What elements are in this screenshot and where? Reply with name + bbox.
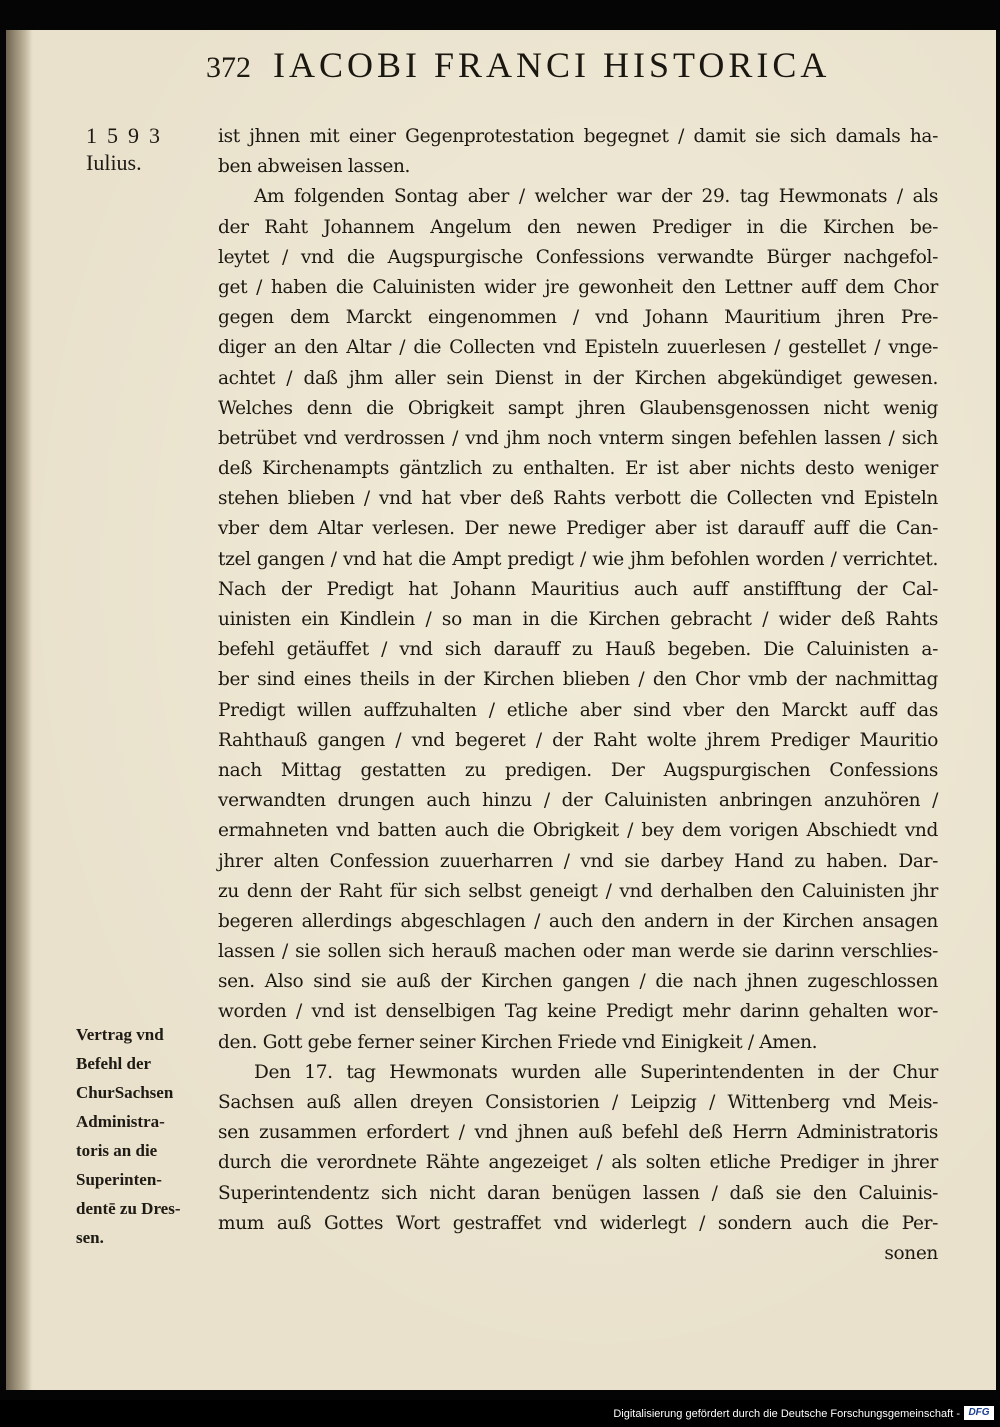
text-line: Welches denn die Obrigkeit sampt jhren Glaubensgenossen nicht wenig [218, 397, 938, 419]
text-line: get / haben die Caluinisten wider jre gewonheit den Lettner auff dem Chor [218, 276, 938, 298]
text-line: ber sind eines theils in der Kirchen blieben / den Chor vmb der nachmittag [218, 669, 938, 691]
text-line: zu denn der Raht für sich selbst geneigt / vnd derhalben den Caluinisten jhr [218, 880, 938, 902]
margin-note-line: dentē zu Dres- [76, 1199, 181, 1218]
text-line: vber dem Altar verlesen. Der newe Prediger aber ist darauff auff die Can- [218, 518, 938, 540]
text-line: Den 17. tag Hewmonats wurden alle Superintendenten in der Chur [254, 1061, 938, 1083]
running-title: IACOBI FRANCI HISTORICA [273, 45, 831, 85]
text-line: den. Gott gebe ferner seiner Kirchen Friede vnd Einigkeit / Amen. [218, 1031, 818, 1053]
catchword: sonen [884, 1242, 938, 1264]
text-line: worden / vnd ist denselbigen Tag keine Predigt mehr darinn gehalten wor- [218, 1001, 938, 1023]
margin-year: 1593 [86, 123, 170, 148]
text-line: sen. Also sind sie auß der Kirchen gangen / die nach jhnen zugeschlossen [218, 971, 938, 993]
text-line: verwandten drungen auch hinzu / der Caluinisten anbringen anzuhören / [218, 790, 938, 812]
text-line: Nach der Predigt hat Johann Mauritius auch auff anstifftung der Cal- [218, 578, 938, 600]
text-line: befehl getäuffet / vnd sich darauff zu Hauß begeben. Die Caluinisten a- [218, 639, 938, 661]
text-line: tzel gangen / vnd hat die Ampt predigt / wie jhm befohlen worden / verrichtet. [218, 548, 938, 570]
margin-note-line: toris an die [76, 1141, 158, 1160]
page-number: 372 [206, 51, 251, 84]
margin-note-line: Befehl der [76, 1054, 152, 1073]
text-line: betrübet vnd verdrossen / vnd jhm noch vnterm singen befehlen lassen / sich [218, 427, 938, 449]
text-line: Sachsen auß allen dreyen Consistorien / Leipzig / Wittenberg vnd Meis- [218, 1092, 938, 1113]
text-line: Am folgenden Sontag aber / welcher war der 29. tag Hewmonats / als [254, 186, 938, 208]
margin-note-line: Administra- [76, 1112, 165, 1131]
text-line: durch die verordnete Rähte angezeiget / als solten etliche Prediger in jhrer [218, 1152, 938, 1174]
text-line: Rahthauß gangen / vnd begeret / der Raht wolte jhrem Prediger Mauritio [218, 729, 938, 751]
body-text [218, 122, 938, 1269]
text-line: achtet / daß jhm aller sein Dienst in der Kirchen abgekündiget gewesen. [218, 367, 938, 389]
text-line: gegen dem Marckt eingenommen / vnd Johann Mauritium jhren Pre- [218, 307, 938, 329]
text-line: ben abweisen lassen. [218, 156, 411, 178]
text-line: leytet / vnd die Augspurgische Confessions verwandte Bürger nachgefol- [218, 246, 938, 268]
margin-note-line: ChurSachsen [76, 1083, 174, 1102]
text-line: lassen / sie sollen sich herauß machen oder man werde sie darinn verschlies- [218, 941, 938, 963]
running-head [206, 44, 886, 84]
text-line: sen zusammen erfordert / vnd jhnen auß befehl deß Herrn Administratoris [218, 1122, 938, 1144]
text-line: der Raht Johannem Angelum den newen Prediger in die Kirchen be- [218, 216, 938, 238]
text-line: mum auß Gottes Wort gestraffet vnd widerlegt / sondern auch die Per- [218, 1212, 938, 1234]
funding-credit: Digitalisierung gefördert durch die Deutsche Forschungsgemeinschaft - [613, 1408, 960, 1420]
margin-note [76, 1020, 212, 1252]
text-line: deß Kirchenampts gäntzlich zu enthalten. Er ist aber nichts desto weniger [218, 458, 938, 480]
margin-month: Iulius. [86, 150, 142, 175]
text-line: ermahneten vnd batten auch die Obrigkeit / bey dem vorigen Abschiedt vnd [218, 820, 938, 842]
text-line: Predigt willen auffzuhalten / etliche aber sind vber den Marckt auff das [218, 699, 938, 721]
margin-note-line: sen. [76, 1228, 104, 1247]
margin-note-line: Superinten- [76, 1170, 162, 1189]
margin-note-line: Vertrag vnd [76, 1025, 164, 1044]
text-line: begeren allerdings abgeschlagen / auch den andern in der Kirchen ansagen [218, 910, 938, 932]
text-line: jhrer alten Confession zuuerharren / vnd sie darbey Hand zu haben. Dar- [218, 850, 938, 872]
footer-bar [0, 1400, 1000, 1427]
text-line: stehen blieben / vnd hat vber deß Rahts verbott die Collecten vnd Episteln [218, 488, 938, 510]
text-line: nach Mittag gestatten zu predigen. Der Augspurgischen Confessions [218, 759, 938, 781]
gutter-shadow [6, 30, 32, 1390]
dfg-logo: DFG [964, 1406, 994, 1420]
text-line: diger an den Altar / die Collecten vnd Episteln zuuerlesen / gestellet / vnge- [218, 337, 938, 359]
text-line: Superintendentz sich nicht daran benügen lassen / daß sie den Caluinis- [218, 1182, 938, 1204]
text-line: ist jhnen mit einer Gegenprotestation begegnet / damit sie sich damals ha- [218, 126, 938, 147]
text-line: uinisten ein Kindlein / so man in die Kirchen gebracht / wider deß Rahts [218, 609, 938, 630]
